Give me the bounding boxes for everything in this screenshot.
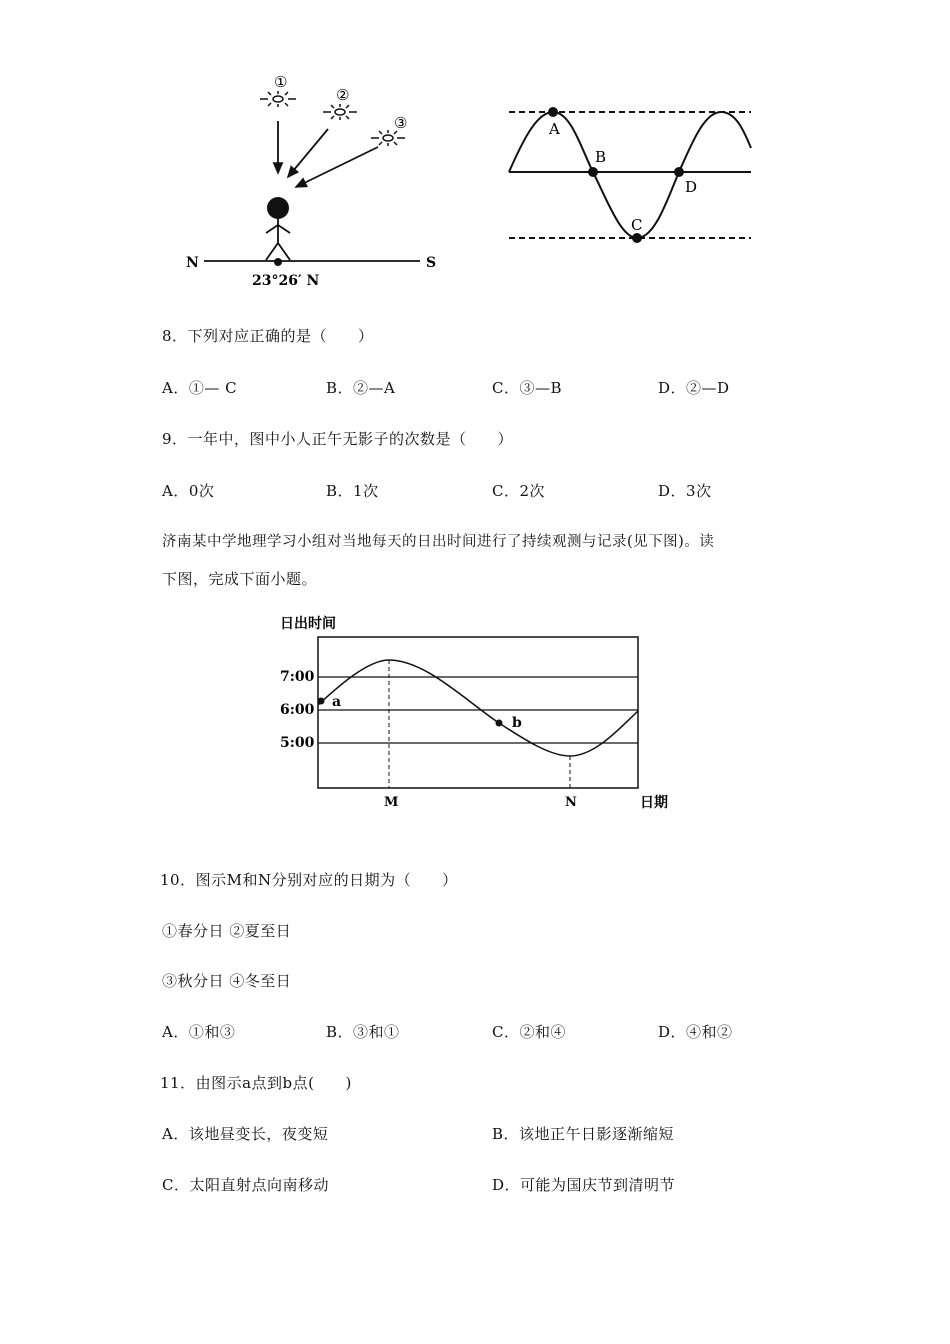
point-a-label: a [332, 694, 342, 710]
sun-icon [371, 130, 405, 146]
y-tick-6: 6:00 [280, 702, 315, 718]
q8-option-d: D．②—D [658, 379, 730, 397]
q10-option-a: A．①和③ [162, 1023, 236, 1041]
question-8-stem: 8．下列对应正确的是（ ） [162, 327, 374, 345]
q10-list-line-1: ①春分日 ②夏至日 [162, 922, 292, 940]
south-label: S [426, 255, 437, 271]
q11-option-a: A．该地昼变长，夜变短 [162, 1125, 329, 1143]
sun-ray-arrow [288, 129, 328, 177]
person-icon [266, 197, 290, 260]
point-label-b: B [595, 148, 607, 166]
q9-option-a: A．0次 [162, 482, 215, 500]
sun-label-1: ① [274, 73, 288, 91]
y-tick-5: 5:00 [280, 735, 315, 751]
point-a [318, 698, 325, 705]
q9-option-c: C．2次 [492, 482, 546, 500]
q9-option-d: D．3次 [658, 482, 712, 500]
north-label: N [186, 255, 199, 271]
q10-option-d: D．④和② [658, 1023, 733, 1041]
q10-option-c: C．②和④ [492, 1023, 566, 1041]
q11-option-d: D．可能为国庆节到清明节 [492, 1176, 676, 1194]
x-tick-n: N [565, 795, 577, 810]
point-label-d: D [685, 178, 698, 196]
q10-option-b: B．③和① [326, 1023, 400, 1041]
question-9-stem: 9．一年中，图中小人正午无影子的次数是（ ） [162, 430, 514, 448]
direct-point-wave-figure [505, 100, 755, 250]
chart-y-label: 日出时间 [280, 616, 336, 632]
point-b-label: b [512, 715, 522, 731]
passage-line-1: 济南某中学地理学习小组对当地每天的日出时间进行了持续观测与记录(见下图)。读 [162, 534, 715, 550]
y-tick-7: 7:00 [280, 669, 315, 685]
plot-frame [318, 637, 638, 788]
sun-icon [323, 104, 357, 120]
sun-label-2: ② [336, 86, 350, 104]
sunrise-curve [318, 660, 638, 756]
sun-icon [260, 91, 296, 107]
q10-list-line-2: ③秋分日 ④冬至日 [162, 972, 292, 990]
chart-x-label: 日期 [640, 795, 668, 811]
sun-label-3: ③ [394, 114, 408, 132]
question-10-stem: 10．图示M和N分别对应的日期为（ ） [160, 871, 458, 889]
point-label-c: C [631, 216, 643, 234]
latitude-label: 23°26′ N [252, 273, 320, 289]
q8-option-c: C．③—B [492, 379, 563, 397]
question-11-stem: 11．由图示a点到b点( ) [160, 1074, 352, 1092]
point-b [496, 720, 503, 727]
q8-option-a: A．①— C [162, 379, 238, 397]
sun-person-figure [180, 65, 450, 295]
q11-option-c: C．太阳直射点向南移动 [162, 1176, 329, 1194]
point-label-a: A [549, 120, 560, 138]
x-tick-m: M [384, 795, 399, 810]
q11-option-b: B．该地正午日影逐渐缩短 [492, 1125, 675, 1143]
q8-option-b: B．②—A [326, 379, 396, 397]
sunrise-time-chart [275, 610, 685, 815]
wave-curve [509, 112, 751, 238]
passage-line-2: 下图，完成下面小题。 [162, 570, 318, 588]
q9-option-b: B．1次 [326, 482, 379, 500]
